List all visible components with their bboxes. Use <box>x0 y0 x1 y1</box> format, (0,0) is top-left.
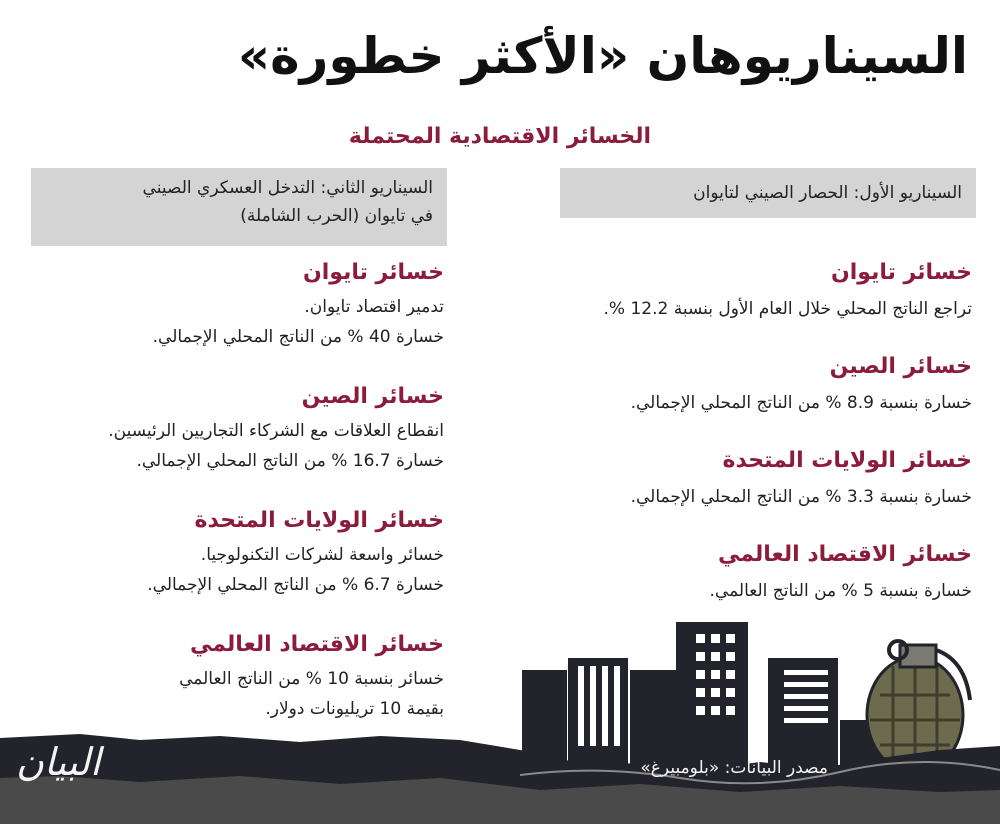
section-line: بقيمة 10 تريليونات دولار. <box>265 698 444 719</box>
scenario-2-header-line-1: السيناريو الثاني: التدخل العسكري الصيني <box>142 178 433 198</box>
scenario-1-us-losses <box>542 444 972 538</box>
section-line: خسارة 40 % من الناتج المحلي الإجمالي. <box>152 326 444 347</box>
section-heading: خسائر الاقتصاد العالمي <box>717 542 972 567</box>
section-line: خسارة 6.7 % من الناتج المحلي الإجمالي. <box>147 574 444 595</box>
scenario-1-taiwan-losses <box>542 256 972 350</box>
section-heading: خسائر الولايات المتحدة <box>722 448 972 473</box>
al-bayan-logo: البيان <box>16 740 101 784</box>
section-heading: خسائر تايوان <box>830 260 972 285</box>
ruined-city-illustration <box>0 600 1000 824</box>
section-line: انقطاع العلاقات مع الشركاء التجاريين الرئيسين. <box>108 421 444 441</box>
scenario-1-column <box>542 256 972 632</box>
section-line: خسائر بنسبة 10 % من الناتج العالمي <box>179 669 444 689</box>
section-line: تدمير اقتصاد تايوان. <box>304 297 444 317</box>
section-line: خسائر واسعة لشركات التكنولوجيا. <box>200 545 444 565</box>
scenario-2-china-losses <box>24 380 444 504</box>
data-source-credit: مصدر البيانات: «بلومبيرغ» <box>640 758 828 778</box>
section-line: تراجع الناتج المحلي خلال العام الأول بنسبة 12.2 %. <box>603 299 972 319</box>
scenario-1-china-losses <box>542 350 972 444</box>
scenario-2-header <box>31 168 447 246</box>
section-heading: خسائر الاقتصاد العالمي <box>189 632 444 657</box>
subtitle: الخسائر الاقتصادية المحتملة <box>348 124 652 149</box>
scenario-2-header-line-2: في تايوان (الحرب الشاملة) <box>240 206 433 227</box>
section-heading: خسائر الصين <box>301 384 444 409</box>
section-line: خسارة بنسبة 8.9 % من الناتج المحلي الإجمالي. <box>630 393 972 413</box>
section-heading: خسائر الصين <box>829 354 972 379</box>
section-heading: خسائر الولايات المتحدة <box>194 508 444 533</box>
scenario-1-header: السيناريو الأول: الحصار الصيني لتايوان <box>560 168 976 218</box>
section-line: خسارة بنسبة 3.3 % من الناتج المحلي الإجمالي. <box>630 487 972 507</box>
page-title: السيناريوهان «الأكثر خطورة» <box>237 27 968 85</box>
section-line: خسارة 16.7 % من الناتج المحلي الإجمالي. <box>136 450 444 471</box>
section-line: خسارة بنسبة 5 % من الناتج العالمي. <box>709 581 972 601</box>
section-heading: خسائر تايوان <box>302 260 444 285</box>
scenario-2-taiwan-losses <box>24 256 444 380</box>
